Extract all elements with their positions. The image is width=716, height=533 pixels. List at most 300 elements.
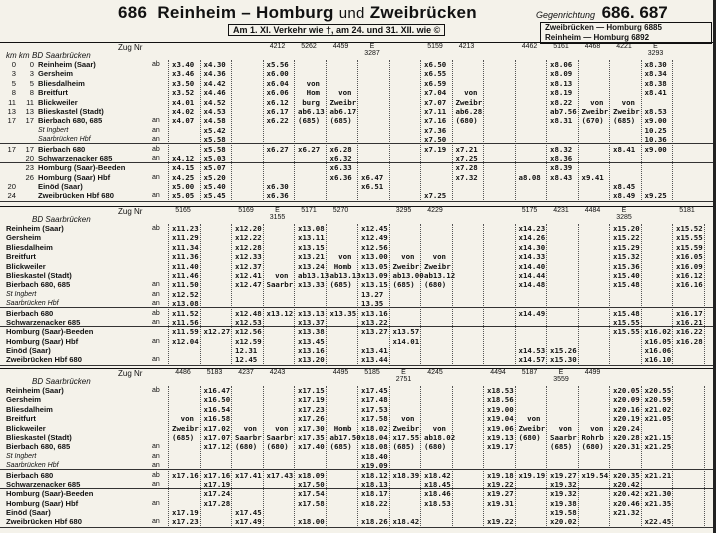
train-number: 4231	[553, 207, 569, 214]
station-column	[0, 386, 170, 527]
timetable-section	[0, 42, 716, 205]
time-cell: x16.47	[203, 386, 231, 395]
time-cell: x15.22	[613, 233, 640, 243]
train-number: E 2751	[395, 369, 412, 383]
time-cell: Zweibr	[455, 97, 483, 107]
station-row	[0, 107, 170, 116]
train-number: 4212	[269, 43, 286, 50]
time-cell: x19.09	[361, 461, 388, 471]
time-cell: x6.36	[329, 172, 352, 182]
km-value: 8	[29, 88, 34, 98]
time-cell: von	[527, 414, 541, 424]
row-divider	[0, 488, 716, 489]
station-name: Bliesdalheim	[6, 404, 53, 414]
time-cell: x8.39	[550, 163, 573, 173]
time-cell: x21.21	[644, 470, 672, 480]
station-name: Schwarzenacker 685	[6, 479, 81, 489]
train-number: 5262	[301, 43, 317, 50]
time-cell: x8.53	[644, 106, 667, 116]
time-cell: x17.07	[203, 432, 231, 442]
time-cell: x14.44	[518, 270, 546, 280]
time-cell: x14.26	[518, 233, 546, 243]
time-row	[172, 98, 712, 107]
station-name: Bierbach 680	[6, 470, 54, 480]
station-row	[0, 224, 170, 233]
page-header	[0, 0, 716, 42]
km-header: km km	[6, 51, 30, 60]
bd-label: BD Saarbrücken	[32, 215, 91, 224]
time-cell: x6.47	[361, 172, 384, 182]
time-cell: x12.53	[235, 317, 262, 327]
row-divider	[0, 326, 716, 327]
time-cell: ab13.13	[298, 270, 330, 280]
time-cell: Homb	[333, 261, 352, 271]
time-cell: x12.59	[235, 336, 262, 346]
train-number: 5183	[206, 369, 223, 376]
station-name: Bierbach 680	[6, 308, 54, 318]
time-cell: x19.06	[487, 423, 514, 433]
station-row	[0, 386, 170, 395]
time-cell: Saarbr	[266, 280, 294, 290]
bd-label: BD Saarbrücken	[32, 377, 91, 386]
arr-dep-marker: ab	[152, 471, 160, 479]
time-cell: x16.12	[676, 270, 703, 280]
time-row	[172, 145, 712, 154]
time-cell: x19.19	[518, 470, 546, 480]
time-cell: x11.56	[172, 317, 199, 327]
time-cell: Homb	[333, 423, 352, 433]
time-row	[172, 489, 712, 498]
time-cell: x8.06	[550, 60, 573, 69]
time-cell: x8.22	[550, 97, 573, 107]
time-cell: Zweibr	[613, 106, 640, 116]
row-divider	[0, 162, 716, 163]
station-name: Bierbach 680, 685	[38, 116, 103, 126]
time-cell: (680)	[455, 116, 478, 126]
station-name: Saarbrücken Hbf	[6, 462, 59, 470]
time-cell: von	[590, 423, 604, 433]
time-cell: x17.30	[298, 423, 325, 433]
time-cell: ab13.13	[329, 270, 361, 280]
time-cell: x20.19	[613, 414, 640, 424]
time-cell: x18.42	[392, 517, 420, 527]
time-cell: x18.22	[361, 498, 388, 508]
time-cell: x21.05	[644, 414, 672, 424]
time-row	[172, 309, 712, 318]
time-cell: x7.36	[424, 125, 447, 135]
time-cell: x5.56	[266, 60, 289, 69]
time-cell: x20.59	[644, 395, 672, 405]
arr-dep-marker: an	[152, 462, 160, 470]
time-cell: x6.22	[266, 116, 289, 126]
km-value: 24	[7, 191, 16, 201]
time-cell: (685)	[392, 442, 415, 452]
time-cell: x13.22	[361, 317, 388, 327]
time-cell: x16.17	[676, 308, 703, 318]
time-cell: x17.41	[235, 470, 262, 480]
time-cell: x14.57	[518, 355, 546, 365]
time-cell: x15.55	[613, 327, 640, 337]
time-cell: x19.27	[487, 489, 514, 499]
km-value: 3	[11, 69, 16, 79]
station-name: Homburg (Saar) Hbf	[6, 336, 79, 346]
station-name: Blickweiler	[6, 423, 46, 433]
station-column	[0, 224, 170, 365]
station-name: Einöd (Saar)	[6, 346, 51, 356]
time-cell: x17.45	[235, 508, 262, 518]
time-cell: x18.04	[361, 432, 388, 442]
time-cell: x19.32	[550, 479, 577, 489]
station-name: St Ingbert	[38, 126, 69, 134]
time-cell: x13.24	[298, 261, 325, 271]
time-cell: x20.31	[613, 442, 640, 452]
row-divider	[0, 527, 716, 528]
time-cell: x8.34	[644, 69, 667, 79]
km-value: 0	[29, 60, 34, 69]
time-cell: x13.16	[298, 346, 325, 356]
gegenrichtung-tables: 686. 687	[601, 3, 668, 22]
km-value: 13	[25, 106, 34, 116]
station-row	[0, 395, 170, 404]
train-number: E 3285	[616, 207, 632, 221]
time-cell: x11.40	[172, 261, 199, 271]
time-cell: x19.00	[487, 404, 514, 414]
time-cell: x16.58	[203, 414, 231, 424]
time-cell: x22.45	[644, 517, 672, 527]
time-cell: x5.40	[203, 182, 226, 192]
train-number: 4484	[584, 207, 601, 214]
time-cell: x12.22	[235, 233, 262, 243]
time-cell: x3.46	[172, 69, 195, 79]
km-value: 20	[7, 182, 16, 192]
time-cell: x17.15	[298, 386, 325, 395]
time-cell: x16.22	[676, 327, 703, 337]
station-row	[0, 489, 170, 498]
time-cell: x17.23	[298, 404, 325, 414]
row-divider	[0, 307, 716, 308]
time-cell: x19.27	[550, 470, 577, 480]
arr-dep-marker: an	[152, 290, 160, 298]
train-number: 5169	[238, 207, 254, 214]
time-cell: x7.16	[424, 116, 447, 126]
station-name: Bliesdalheim	[38, 78, 85, 88]
time-cell: x5.03	[203, 153, 226, 163]
time-row	[172, 88, 712, 97]
time-row	[172, 182, 712, 191]
station-name: Homburg (Saar) Hbf	[6, 498, 79, 508]
time-cell: x16.02	[644, 327, 672, 337]
time-cell: x18.17	[361, 489, 388, 499]
time-cell: ab6.17	[329, 106, 357, 116]
station-name: Reinheim (Saar)	[6, 386, 64, 395]
time-grid	[172, 386, 712, 527]
time-cell: x15.26	[550, 346, 577, 356]
time-cell: von	[621, 97, 635, 107]
time-cell: x13.13	[298, 308, 325, 318]
time-cell: x9.41	[581, 172, 604, 182]
time-cell: x14.23	[518, 224, 546, 233]
station-row	[0, 452, 170, 461]
time-cell: x16.50	[203, 395, 231, 405]
time-cell: 10.36	[644, 135, 667, 145]
station-name: Reinheim (Saar)	[38, 60, 96, 69]
train-number: 5159	[427, 43, 443, 50]
time-row	[172, 395, 712, 404]
train-number: 5185	[364, 369, 380, 376]
time-cell: Zweibr	[329, 97, 357, 107]
time-cell: x15.36	[613, 261, 640, 271]
time-cell: x13.33	[298, 280, 325, 290]
time-cell: x19.04	[487, 414, 514, 424]
zug-nr-label: Zug Nr	[118, 43, 143, 52]
time-cell: (685)	[329, 280, 352, 290]
time-cell: Saarbr	[550, 432, 577, 442]
time-grid	[172, 60, 712, 201]
train-number: 5181	[679, 207, 695, 214]
time-cell: x17.26	[298, 414, 325, 424]
time-cell: von	[590, 97, 604, 107]
time-cell: x6.50	[424, 60, 447, 69]
km-value: 20	[25, 153, 34, 163]
time-cell: x6.04	[266, 78, 289, 88]
station-row	[0, 145, 170, 154]
column-divider	[168, 386, 169, 528]
time-row	[172, 233, 712, 242]
station-column	[0, 60, 170, 201]
time-cell: Zweibr	[581, 106, 609, 116]
station-name: Einöd (Saar)	[6, 508, 51, 518]
time-cell: x4.02	[172, 106, 195, 116]
time-cell: x15.48	[613, 308, 640, 318]
time-cell: x11.50	[172, 280, 199, 290]
time-cell: (685)	[329, 116, 352, 126]
time-cell: (680)	[424, 442, 447, 452]
time-cell: 13.27	[361, 289, 384, 299]
time-row	[172, 173, 712, 182]
time-cell: x11.29	[172, 233, 199, 243]
section-header	[0, 43, 716, 59]
time-row	[172, 386, 712, 395]
arr-dep-marker: an	[152, 499, 160, 507]
time-cell: x7.32	[455, 172, 478, 182]
station-row	[0, 309, 170, 318]
arr-dep-marker: an	[152, 154, 160, 162]
column-divider	[168, 224, 169, 366]
row-divider	[0, 143, 716, 144]
time-cell: x12.37	[235, 261, 262, 271]
title-route-a: Reinheim – Homburg	[157, 3, 334, 22]
time-cell: x5.58	[203, 144, 226, 154]
station-row	[0, 98, 170, 107]
station-row	[0, 442, 170, 451]
station-row	[0, 327, 170, 336]
time-cell: x15.40	[613, 270, 640, 280]
row-divider	[0, 365, 716, 366]
time-cell: x7.25	[455, 153, 478, 163]
station-row	[0, 243, 170, 252]
station-row	[0, 252, 170, 261]
time-cell: x18.13	[361, 479, 388, 489]
time-cell: x18.46	[424, 489, 451, 499]
time-row	[172, 163, 712, 172]
gegenrichtung	[536, 3, 668, 23]
time-cell: x19.18	[487, 470, 514, 480]
time-cell: x13.00	[361, 252, 388, 262]
time-cell: x20.05	[613, 386, 640, 395]
timetable-section	[0, 206, 716, 369]
train-number: 4243	[269, 369, 286, 376]
station-row	[0, 60, 170, 69]
station-row	[0, 191, 170, 200]
time-cell: x12.56	[235, 327, 262, 337]
time-cell: x21.02	[644, 404, 672, 414]
time-cell: x12.41	[235, 270, 262, 280]
time-cell: x17.19	[298, 395, 325, 405]
arr-dep-marker: an	[152, 300, 160, 308]
time-cell: x19.38	[550, 498, 577, 508]
time-cell: von	[338, 88, 352, 98]
time-cell: x13.15	[298, 242, 325, 252]
time-cell: x17.16	[203, 470, 231, 480]
time-cell: x14.30	[518, 242, 546, 252]
time-cell: (685)	[550, 442, 573, 452]
time-cell: Rohrb	[581, 432, 604, 442]
time-cell: x12.48	[235, 308, 262, 318]
time-cell: x3.52	[172, 88, 195, 98]
time-cell: x21.30	[644, 489, 672, 499]
station-row	[0, 517, 170, 526]
station-row	[0, 280, 170, 289]
station-name: Gersheim	[38, 69, 74, 79]
train-number: 3295	[395, 207, 412, 214]
train-number: 4459	[332, 43, 349, 50]
time-cell: x4.42	[203, 78, 226, 88]
time-cell: ab13.12	[424, 270, 456, 280]
time-row	[172, 262, 712, 271]
time-cell: x13.37	[298, 317, 325, 327]
time-cell: x13.12	[266, 308, 294, 318]
time-cell: x5.05	[172, 191, 195, 201]
arr-dep-marker: an	[152, 173, 160, 181]
time-cell: x16.06	[644, 346, 672, 356]
time-cell: x8.36	[550, 153, 573, 163]
time-cell: (685)	[172, 432, 195, 442]
time-row	[172, 337, 712, 346]
time-cell: x7.11	[424, 106, 447, 116]
time-cell: x19.54	[581, 470, 609, 480]
km-value: 8	[11, 88, 16, 98]
time-cell: x15.29	[613, 242, 640, 252]
station-name: Bierbach 680, 685	[6, 442, 71, 452]
time-cell: x13.15	[361, 280, 388, 290]
title-route-b: Zweibrücken	[369, 3, 477, 22]
time-cell: x20.42	[613, 489, 640, 499]
time-cell: x6.30	[266, 182, 289, 192]
time-cell: x15.52	[676, 224, 703, 233]
time-cell: x18.53	[424, 498, 451, 508]
time-cell: x13.57	[392, 327, 420, 337]
time-row	[172, 116, 712, 125]
time-cell: x13.35	[329, 308, 357, 318]
time-cell: x13.27	[361, 327, 388, 337]
time-cell: x18.40	[361, 451, 388, 461]
time-cell: (680)	[581, 442, 604, 452]
time-cell: x5.42	[203, 125, 226, 135]
time-cell: x13.08	[298, 224, 325, 233]
table-number: 686	[118, 3, 148, 22]
station-name: St Ingbert	[6, 290, 37, 298]
time-cell: x18.45	[424, 479, 451, 489]
time-cell: x17.54	[298, 489, 325, 499]
time-cell: x18.53	[487, 386, 514, 395]
time-cell: x17.28	[203, 498, 231, 508]
time-cell: x19.31	[487, 498, 514, 508]
time-cell: ab13.00	[392, 270, 424, 280]
time-cell: (685)	[392, 280, 415, 290]
time-row	[172, 290, 712, 299]
train-number: 4468	[584, 43, 601, 50]
time-cell: x7.21	[455, 144, 478, 154]
time-cell: x6.33	[329, 163, 352, 173]
time-cell: ab7.56	[550, 106, 577, 116]
time-cell: x8.41	[613, 144, 636, 154]
time-cell: x17.23	[172, 517, 199, 527]
station-name: Saarbrücken Hbf	[38, 136, 91, 144]
time-cell: x5.07	[203, 163, 226, 173]
time-cell: (680)	[235, 442, 258, 452]
train-number: 4221	[616, 43, 632, 50]
station-row	[0, 69, 170, 78]
time-cell: x21.15	[644, 432, 672, 442]
station-row	[0, 126, 170, 135]
station-name: Gersheim	[6, 233, 42, 243]
row-divider	[0, 469, 716, 470]
km-value: 11	[8, 97, 16, 107]
time-cell: x8.09	[550, 69, 573, 79]
time-row	[172, 405, 712, 414]
time-cell: x17.19	[172, 508, 199, 518]
time-cell: x6.55	[424, 69, 447, 79]
time-cell: x8.38	[644, 78, 667, 88]
time-cell: x20.28	[613, 432, 640, 442]
time-cell: x17.58	[298, 498, 325, 508]
station-name: Breitfurt	[6, 252, 36, 262]
train-number: 5270	[332, 207, 349, 214]
time-cell: x21.25	[644, 442, 672, 452]
station-row	[0, 405, 170, 414]
time-cell: x18.42	[424, 470, 451, 480]
time-cell: x8.30	[644, 60, 667, 69]
time-row	[172, 60, 712, 69]
train-number: 4245	[427, 369, 443, 376]
arr-dep-marker: an	[152, 356, 160, 364]
crossref-box	[540, 22, 712, 44]
zug-nr-label: Zug Nr	[118, 369, 143, 378]
time-cell: Hom	[306, 88, 320, 98]
arr-dep-marker: an	[152, 318, 160, 326]
time-cell: x12.04	[172, 336, 199, 346]
time-cell: x9.00	[644, 116, 667, 126]
station-name: Bierbach 680, 685	[6, 280, 71, 290]
time-cell: Saarbr	[235, 432, 262, 442]
time-cell: x16.10	[644, 355, 672, 365]
time-cell: x4.52	[203, 97, 226, 107]
zug-nr-label: Zug Nr	[118, 207, 143, 216]
time-cell: x19.17	[487, 442, 514, 452]
time-cell: x7.19	[424, 144, 447, 154]
time-cell: x21.32	[613, 508, 640, 518]
station-name: St Ingbert	[6, 452, 37, 460]
